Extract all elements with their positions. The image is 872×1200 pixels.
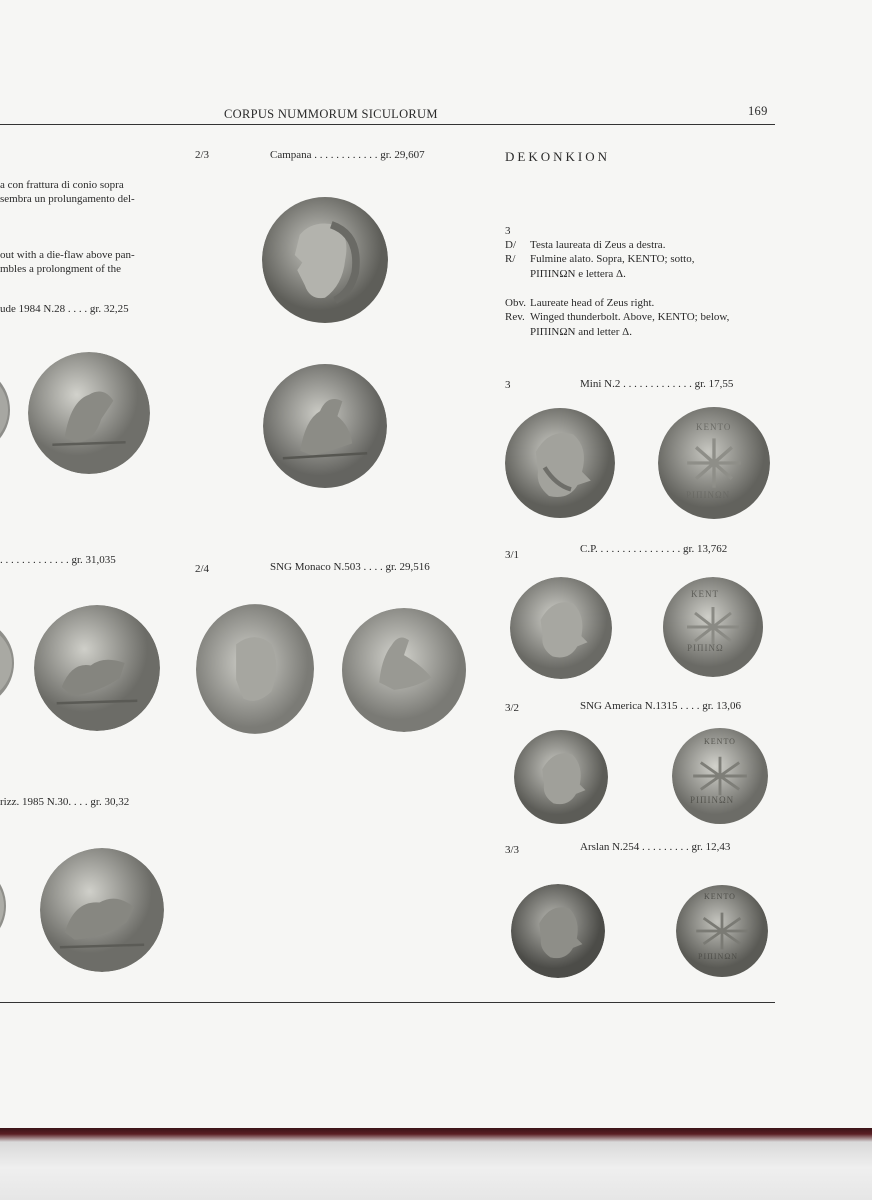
coin-2-4-obverse-head (196, 603, 314, 735)
desc-it-text-2: Fulmine alato. Sopra, ΚΕΝΤΟ; sotto, (530, 253, 695, 265)
entry-source-3: Mini N.2 . . . . . . . . . . . . . gr. 17,55 (580, 378, 734, 390)
entry-number-2-3: 2/3 (195, 149, 210, 161)
header-rule (0, 124, 775, 125)
desc-en-label-1: Obv. (505, 297, 526, 309)
entry-number-3-2: 3/2 (505, 702, 520, 714)
coin-3-3-obverse-zeus (511, 884, 605, 978)
desc-it-text-3: ΡΙΠΙΝΩΝ e lettera Δ. (530, 268, 626, 280)
entry-number-3-3: 3/3 (505, 844, 520, 856)
left-text-en-line2: mbles a prolongment of the (0, 263, 121, 275)
scan-bottom-edge (0, 1128, 872, 1200)
left-entry-1: ude 1984 N.28 . . . . gr. 32,25 (0, 303, 129, 315)
coin-2-3-obverse-head (262, 196, 388, 324)
desc-en-text-2: Winged thunderbolt. Above, ΚΕΝΤΟ; below, (530, 311, 730, 323)
entry-source-2-4: SNG Monaco N.503 . . . . gr. 29,516 (270, 561, 430, 573)
coin-3-1-obverse-zeus (510, 577, 612, 679)
legend-rev33-bottom: ΡΙΠΙΝΩΝ (698, 952, 739, 961)
coin-left2-reverse-horse (34, 605, 160, 731)
desc-en-label-2: Rev. (505, 311, 525, 323)
page-number: 169 (748, 104, 768, 118)
legend-rev3-top: ΚΕΝΤΟ (696, 422, 732, 432)
coin-3-2-reverse-thunderbolt (672, 727, 768, 825)
legend-rev32-top: ΚΕΝΤΟ (704, 737, 736, 746)
legend-rev31-bottom: ΡΙΠΙΝΩ (687, 643, 724, 653)
legend-rev3-bottom: ΡΙΠΙΝΩΝ (686, 490, 731, 500)
coin-3-2-obverse-zeus (514, 729, 608, 825)
entry-source-3-3: Arslan N.254 . . . . . . . . . gr. 12,43 (580, 841, 731, 853)
legend-rev31-top: ΚΕΝΤ (691, 589, 719, 599)
coin-left1-obverse-partial (0, 365, 10, 455)
left-text-it-line2: sembra un prolungamento del- (0, 193, 135, 205)
type-number: 3 (505, 225, 511, 237)
coin-left3-reverse-horse (40, 848, 164, 972)
desc-it-label-1: D/ (505, 239, 516, 251)
left-entry-2: . . . . . . . . . . . . . gr. 31,035 (0, 554, 116, 566)
coin-left2-obverse-partial (0, 618, 14, 708)
coin-2-3-reverse-horse (263, 362, 387, 490)
entry-source-3-1: C.P. . . . . . . . . . . . . . . . gr. 13,762 (580, 543, 728, 555)
left-entry-3: rizz. 1985 N.30. . . . gr. 30,32 (0, 796, 130, 808)
desc-it-text-1: Testa laureata di Zeus a destra. (530, 239, 666, 251)
entry-number-3: 3 (505, 379, 511, 391)
coin-2-4-reverse-horse (340, 608, 468, 732)
desc-en-text-3: ΡΙΠΙΝΩΝ and letter Δ. (530, 326, 633, 338)
desc-it-label-2: R/ (505, 253, 516, 265)
legend-rev33-top: ΚΕΝΤΟ (704, 892, 736, 901)
left-text-en-line1: out with a die-flaw above pan- (0, 249, 135, 261)
footer-rule (0, 1002, 775, 1003)
section-title: DEKONKION (505, 149, 610, 164)
entry-source-2-3: Campana . . . . . . . . . . . . gr. 29,607 (270, 149, 425, 161)
coin-3-obverse-zeus (505, 406, 615, 520)
entry-number-3-1: 3/1 (505, 549, 520, 561)
coin-3-reverse-thunderbolt (658, 406, 770, 520)
desc-en-text-1: Laureate head of Zeus right. (530, 297, 655, 309)
entry-source-3-2: SNG America N.1315 . . . . gr. 13,06 (580, 700, 742, 712)
left-text-it-line1: a con frattura di conio sopra (0, 179, 124, 191)
coin-3-1-reverse-thunderbolt (661, 577, 765, 677)
coin-3-3-reverse-thunderbolt (676, 884, 768, 978)
coin-left3-obverse-partial (0, 862, 6, 950)
running-title: CORPUS NUMMORUM SICULORUM (224, 107, 438, 121)
entry-number-2-4: 2/4 (195, 563, 210, 575)
legend-rev32-bottom: ΡΙΠΙΝΩΝ (690, 795, 735, 805)
coin-left1-reverse-horse (28, 352, 150, 474)
